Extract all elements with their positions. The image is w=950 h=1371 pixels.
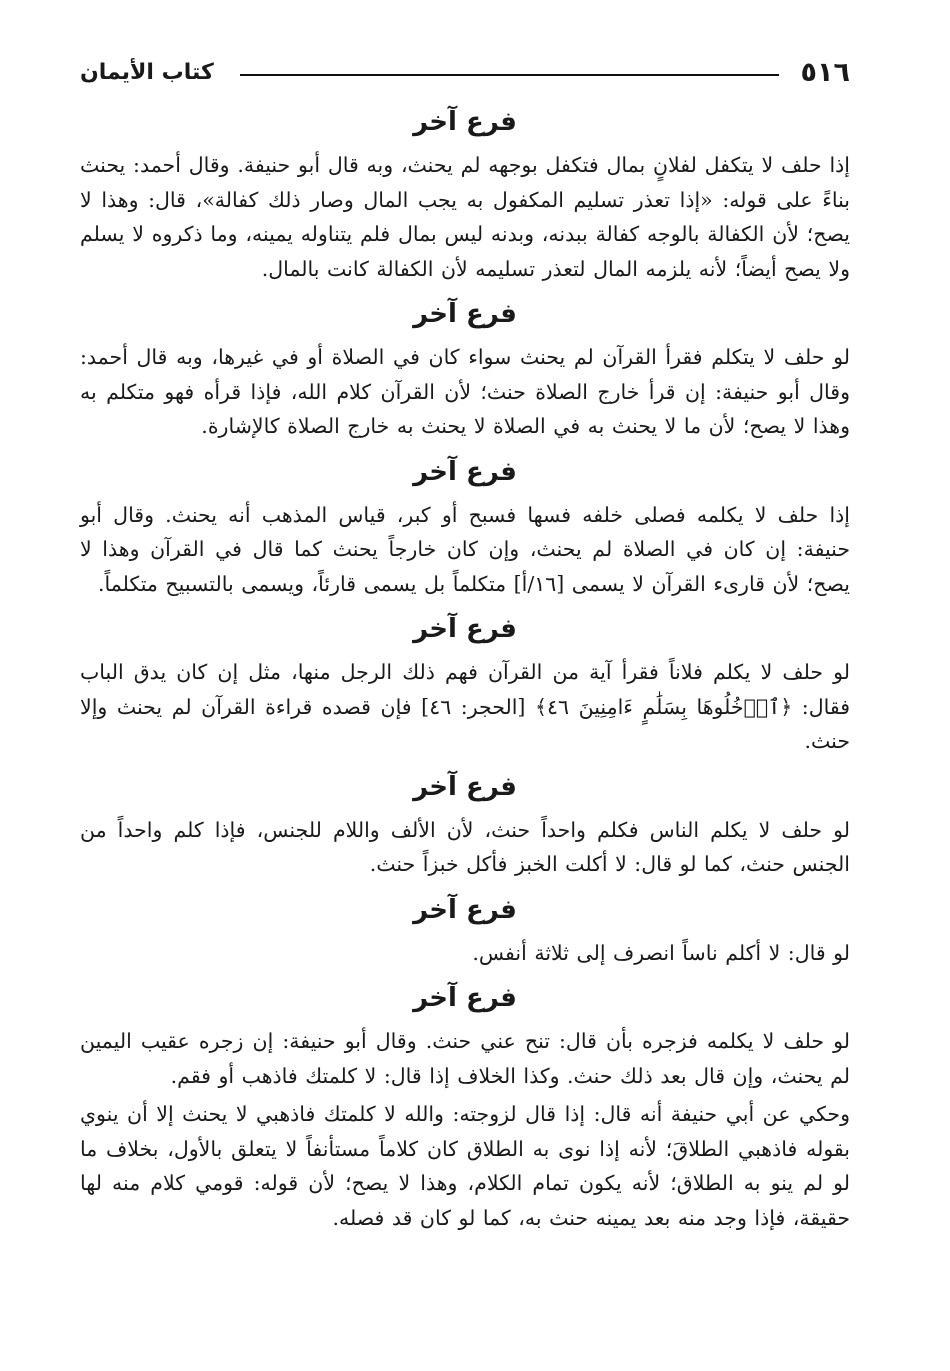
section-heading: فرع آخر [413,983,517,1013]
section-7 [80,976,850,1235]
paragraph: وحكي عن أبي حنيفة أنه قال: إذا قال لزوجته: والله لا كلمتك فاذهبي لا يحنث إلا أن ينوي بقوله فاذهبي الطلاقَ؛ لأنه إذا نوى به الطلاق كان كلاماً مستأنفاً لا يتعلق بالأول، بخلاف ما لو لم ينو به الطلاق؛ لأنه يكون تمام الكلام، وهذا لا يصح؛ لأن قوله: قومي كلام منه لها حقيقة، فإذا وجد منه بعد يمينه حنث به، كما لو كان قد فصله. [80,1102,850,1230]
section-6 [80,888,850,971]
paragraph: لو حلف لا يكلمه فزجره بأن قال: تنح عني حنث. وقال أبو حنيفة: إن زجره عقيب اليمين لم يحنث، وإن قال بعد ذلك حنث. وكذا الخلاف إذا قال: لا كلمتك فاذهب أو فقم. [80,1029,850,1088]
section-heading: فرع آخر [413,771,517,802]
section-heading: فرع آخر [413,894,517,925]
section-heading: فرع آخر [413,614,517,644]
section-5 [80,765,850,882]
section-1 [80,100,850,286]
paragraph: لو حلف لا يكلم فلاناً فقرأ آية من القرآن فهم ذلك الرجل منها، مثل إن كان يدق الباب فقال: ﴿ٱدۡخُلُوهَا بِسَلَٰمٍ ءَامِنِينَ ٤٦﴾ [الحجر: ٤٦] فإن قصده قراءة القرآن لم يحنث وإلا حنث. [80,660,851,753]
section-heading: فرع آخر [413,456,517,487]
section-2 [80,292,850,444]
paragraph: إذا حلف لا يتكفل لفلانٍ بمال فتكفل بوجهه لم يحنث، وبه قال أبو حنيفة. وقال أحمد: يحنث بناءً على قوله: «إذا تعذر تسليم المكفول به يجب المال وصار ذلك كفالة»، قال: وهذا لا يصح؛ لأن الكفالة بالوجه كفالة ببدنه، وبدنه ليس بمال فلم يتناوله يمينه، وما ذكروه لا يسلم ولا يصح أيضاً؛ لأنه يلزمه المال لتعذر تسليمه لأن الكفالة كانت بالمال. [80,153,850,281]
paragraph: لو حلف لا يكلم الناس فكلم واحداً حنث، لأن الألف واللام للجنس، فإذا كلم واحداً من الجنس حنث، كما لو قال: لا أكلت الخبز فأكل خبزاً حنث. [80,817,850,876]
section-3 [80,450,850,602]
book-title: كتاب الأيمان [80,59,214,85]
section-heading: فرع آخر [413,107,517,137]
page-number: ٥١٦ [800,56,850,88]
paragraph: إذا حلف لا يكلمه فصلى خلفه فسها فسبح أو كبر، قياس المذهب أنه يحنث. وقال أبو حنيفة: إن كان في الصلاة لم يحنث، وإن كان خارجاً يحنث كما قال في القرآن وهذا لا يصح؛ لأن قارىء القرآن لا يسمى [١٦/أ] متكلماً بل يسمى قارئاً، ويسمى بالتسبيح متكلماً. [80,502,850,596]
running-header [80,52,850,92]
section-4 [80,607,850,759]
header-rule [240,74,779,76]
section-heading: فرع آخر [413,299,517,329]
paragraph: لو قال: لا أكلم ناساً انصرف إلى ثلاثة أنفس. [472,940,850,965]
paragraph: لو حلف لا يتكلم فقرأ القرآن لم يحنث سواء كان في الصلاة أو في غيرها، وبه قال أحمد: وقال أبو حنيفة: إن قرأ خارج الصلاة حنث؛ لأن القرآن كلام الله، فإذا قرأه فهو متكلم به وهذا لا يصح؛ لأن ما لا يحنث به في الصلاة لا يحنث به خارج الصلاة كالإشارة. [80,345,850,438]
